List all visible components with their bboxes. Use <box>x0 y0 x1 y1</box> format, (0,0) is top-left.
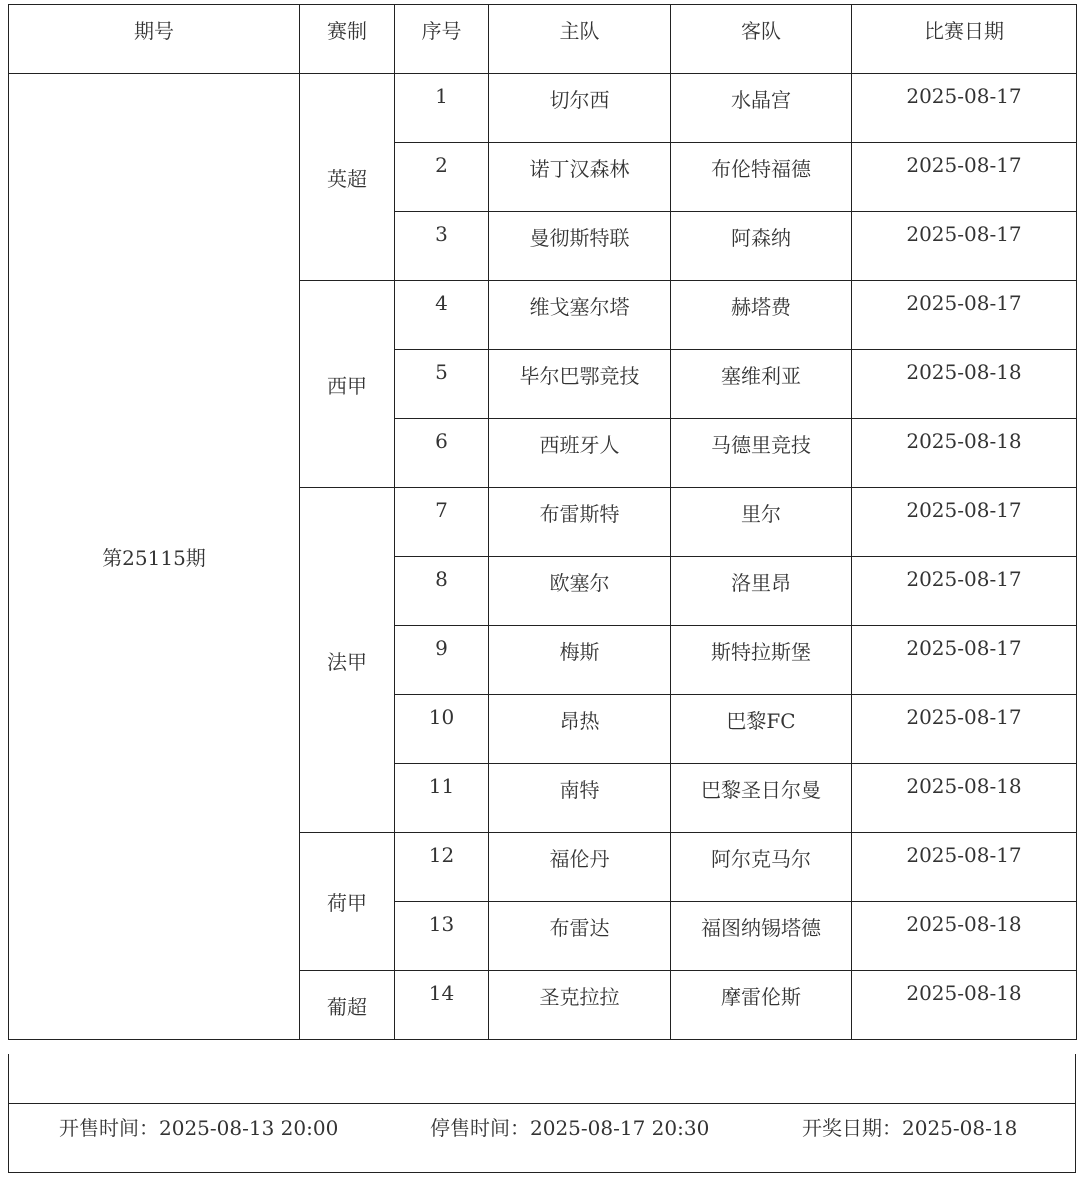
home-team-cell: 西班牙人 <box>489 419 671 488</box>
away-team-cell: 阿森纳 <box>671 212 852 281</box>
schedule-body <box>9 74 1077 1040</box>
header-number: 序号 <box>395 5 489 74</box>
match-number-cell: 9 <box>395 626 489 695</box>
match-date-cell: 2025-08-17 <box>852 281 1077 350</box>
match-number-cell: 13 <box>395 902 489 971</box>
away-team-cell: 布伦特福德 <box>671 143 852 212</box>
home-team-cell: 昂热 <box>489 695 671 764</box>
match-number-cell: 5 <box>395 350 489 419</box>
match-number-cell: 10 <box>395 695 489 764</box>
away-team-cell: 塞维利亚 <box>671 350 852 419</box>
home-team-cell: 曼彻斯特联 <box>489 212 671 281</box>
home-team-cell: 圣克拉拉 <box>489 971 671 1040</box>
home-team-cell: 诺丁汉森林 <box>489 143 671 212</box>
away-team-cell: 马德里竞技 <box>671 419 852 488</box>
match-number-cell: 1 <box>395 74 489 143</box>
away-team-cell: 福图纳锡塔德 <box>671 902 852 971</box>
match-number-cell: 3 <box>395 212 489 281</box>
match-date-cell: 2025-08-17 <box>852 143 1077 212</box>
header-home-team: 主队 <box>489 5 671 74</box>
home-team-cell: 欧塞尔 <box>489 557 671 626</box>
home-team-cell: 维戈塞尔塔 <box>489 281 671 350</box>
match-date-cell: 2025-08-17 <box>852 626 1077 695</box>
home-team-cell: 布雷达 <box>489 902 671 971</box>
league-cell: 法甲 <box>300 488 395 833</box>
match-date-cell: 2025-08-18 <box>852 350 1077 419</box>
home-team-cell: 布雷斯特 <box>489 488 671 557</box>
home-team-cell: 梅斯 <box>489 626 671 695</box>
header-match-date: 比赛日期 <box>852 5 1077 74</box>
match-number-cell: 7 <box>395 488 489 557</box>
match-date-cell: 2025-08-18 <box>852 902 1077 971</box>
match-number-cell: 11 <box>395 764 489 833</box>
header-period: 期号 <box>9 5 300 74</box>
away-team-cell: 里尔 <box>671 488 852 557</box>
blank-row <box>9 1054 1075 1104</box>
match-number-cell: 4 <box>395 281 489 350</box>
away-team-cell: 巴黎FC <box>671 695 852 764</box>
period-cell: 第25115期 <box>9 74 300 1040</box>
match-date-cell: 2025-08-17 <box>852 833 1077 902</box>
match-date-cell: 2025-08-17 <box>852 488 1077 557</box>
away-team-cell: 赫塔费 <box>671 281 852 350</box>
draw-date: 开奖日期：2025-08-18 <box>802 1116 1018 1140</box>
league-cell: 英超 <box>300 74 395 281</box>
match-date-cell: 2025-08-17 <box>852 212 1077 281</box>
match-date-cell: 2025-08-18 <box>852 764 1077 833</box>
sale-stop-time: 停售时间：2025-08-17 20:30 <box>430 1116 710 1140</box>
match-number-cell: 12 <box>395 833 489 902</box>
away-team-cell: 巴黎圣日尔曼 <box>671 764 852 833</box>
sale-info-footer <box>8 1054 1076 1173</box>
header-away-team: 客队 <box>671 5 852 74</box>
away-team-cell: 水晶宫 <box>671 74 852 143</box>
away-team-cell: 洛里昂 <box>671 557 852 626</box>
match-number-cell: 8 <box>395 557 489 626</box>
header-row <box>9 5 1077 74</box>
match-number-cell: 2 <box>395 143 489 212</box>
league-cell: 西甲 <box>300 281 395 488</box>
home-team-cell: 切尔西 <box>489 74 671 143</box>
league-cell: 葡超 <box>300 971 395 1040</box>
match-date-cell: 2025-08-17 <box>852 557 1077 626</box>
home-team-cell: 南特 <box>489 764 671 833</box>
league-cell: 荷甲 <box>300 833 395 971</box>
sale-info-row <box>9 1104 1075 1173</box>
match-date-cell: 2025-08-18 <box>852 971 1077 1040</box>
away-team-cell: 阿尔克马尔 <box>671 833 852 902</box>
match-date-cell: 2025-08-17 <box>852 695 1077 764</box>
away-team-cell: 摩雷伦斯 <box>671 971 852 1040</box>
sale-start-time: 开售时间：2025-08-13 20:00 <box>59 1116 339 1140</box>
match-date-cell: 2025-08-18 <box>852 419 1077 488</box>
match-number-cell: 14 <box>395 971 489 1040</box>
match-number-cell: 6 <box>395 419 489 488</box>
header-league: 赛制 <box>300 5 395 74</box>
table-row <box>9 74 1077 143</box>
away-team-cell: 斯特拉斯堡 <box>671 626 852 695</box>
home-team-cell: 福伦丹 <box>489 833 671 902</box>
match-date-cell: 2025-08-17 <box>852 74 1077 143</box>
match-schedule-table <box>8 4 1077 1040</box>
home-team-cell: 毕尔巴鄂竞技 <box>489 350 671 419</box>
